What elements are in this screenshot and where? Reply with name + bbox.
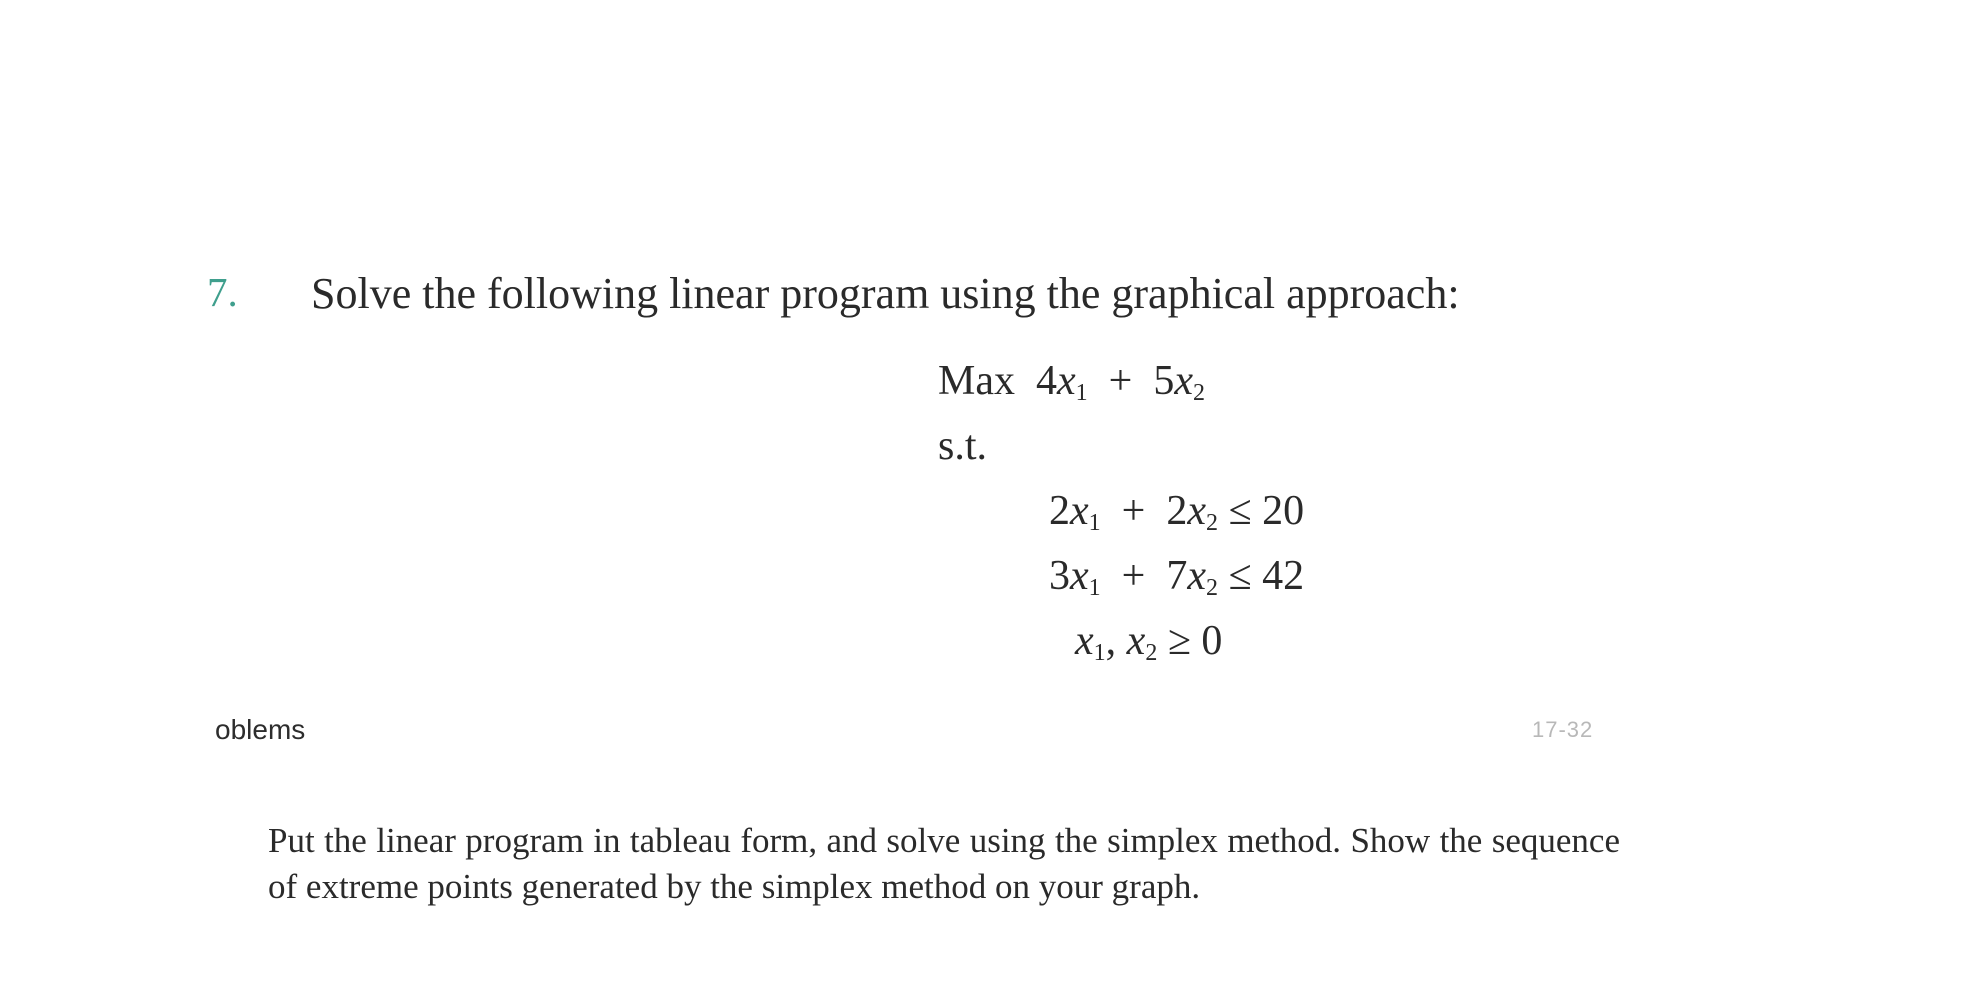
constraint-2-plus: + <box>1121 553 1146 599</box>
constraint-2-coef-2: 7 <box>1166 553 1188 599</box>
max-keyword: Max <box>938 358 1015 404</box>
objective-coef-1: 4 <box>1036 358 1057 404</box>
subject-to-label: s.t. <box>938 423 988 469</box>
nonneg-rhs: 0 <box>1201 618 1223 664</box>
objective-sub-1: 1 <box>1075 380 1088 406</box>
constraint-2-var-2: x <box>1187 553 1206 599</box>
page-reference: 17-32 <box>1532 717 1594 742</box>
constraint-2 <box>1049 552 1304 600</box>
nonneg-separator: , <box>1105 618 1117 664</box>
problem-number: 7. <box>207 269 238 315</box>
constraint-1-var-1: x <box>1070 488 1089 534</box>
constraint-1-coef-1: 2 <box>1049 488 1070 534</box>
constraint-1-relation: ≤ <box>1228 488 1252 534</box>
constraint-1-sub-1: 1 <box>1088 510 1101 536</box>
nonneg-var-1: x <box>1075 618 1094 664</box>
constraint-2-rhs: 42 <box>1262 553 1305 599</box>
objective-var-1: x <box>1057 358 1076 404</box>
objective-sub-2: 2 <box>1193 380 1205 406</box>
objective-var-2: x <box>1174 358 1193 404</box>
instructions-paragraph: Put the linear program in tableau form, and solve using the simplex method. Show the sequence of extreme points generated by the simplex method on your graph. <box>268 821 1620 906</box>
constraint-1-coef-2: 2 <box>1166 488 1188 534</box>
constraint-2-relation: ≤ <box>1228 553 1252 599</box>
constraint-2-sub-1: 1 <box>1088 575 1101 601</box>
problem-prompt: Solve the following linear program using the graphical approach: <box>311 269 1460 318</box>
constraint-1-sub-2: 2 <box>1206 510 1218 536</box>
constraint-1 <box>1049 487 1304 535</box>
constraint-2-var-1: x <box>1070 553 1089 599</box>
constraint-2-sub-2: 2 <box>1206 575 1218 601</box>
objective-function <box>938 357 1205 405</box>
constraint-1-rhs: 20 <box>1262 488 1305 534</box>
nonneg-sub-1: 1 <box>1093 640 1106 666</box>
nonneg-sub-2: 2 <box>1145 640 1158 666</box>
constraint-1-var-2: x <box>1187 488 1206 534</box>
nonneg-relation: ≥ <box>1167 618 1191 664</box>
nonnegativity-constraint <box>1075 617 1222 665</box>
constraint-1-plus: + <box>1121 488 1146 534</box>
section-heading-fragment: oblems <box>215 714 306 745</box>
objective-plus: + <box>1108 358 1133 404</box>
objective-coef-2: 5 <box>1153 358 1175 404</box>
constraint-2-coef-1: 3 <box>1049 553 1070 599</box>
nonneg-var-2: x <box>1126 618 1146 664</box>
